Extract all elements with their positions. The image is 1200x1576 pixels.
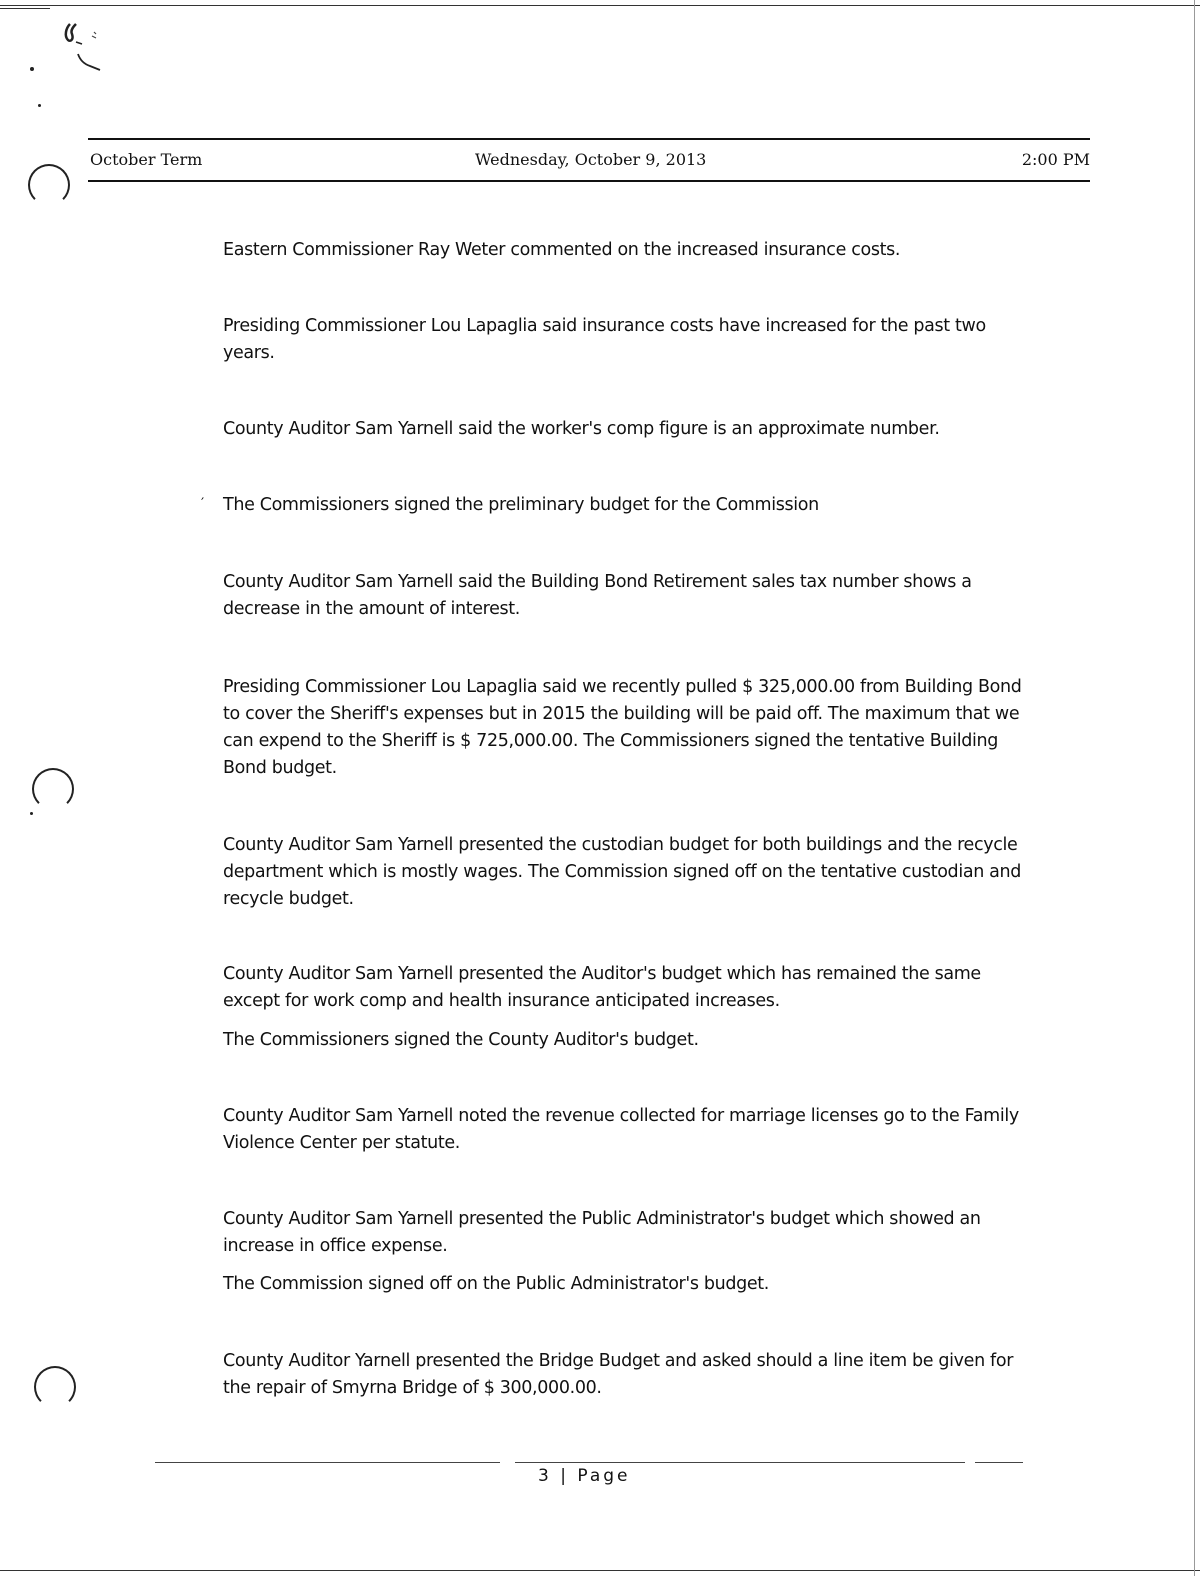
- header-time: 2:00 PM: [1021, 150, 1090, 169]
- header-term: October Term: [90, 150, 203, 169]
- scan-smudge-mark: [56, 14, 116, 84]
- paragraph: Eastern Commissioner Ray Weter commented on the increased insurance costs.: [223, 240, 901, 260]
- footer-rule: [975, 1462, 1023, 1463]
- punch-hole: [34, 1366, 76, 1408]
- paragraph: Presiding Commissioner Lou Lapaglia said insurance costs have increased for the past two years.: [223, 316, 986, 363]
- paragraph: County Auditor Sam Yarnell noted the revenue collected for marriage licenses go to the Family Violence Center per statute.: [223, 1106, 1019, 1153]
- paragraph: County Auditor Sam Yarnell said the Building Bond Retirement sales tax number shows a decrease in the amount of interest.: [223, 572, 972, 619]
- paragraph: County Auditor Sam Yarnell said the worker's comp figure is an approximate number.: [223, 419, 940, 439]
- paragraph: County Auditor Yarnell presented the Bridge Budget and asked should a line item be given for the repair of Smyrna Bridge of $ 300,000.00.: [223, 1351, 1014, 1398]
- paragraph: County Auditor Sam Yarnell presented the custodian budget for both buildings and the recycle department which is mostly wages. The Commission signed off on the tentative custodian and recycle budget.: [223, 835, 1022, 909]
- paragraph: The Commission signed off on the Public Administrator's budget.: [223, 1274, 769, 1294]
- footer-rule: [515, 1462, 965, 1463]
- page-number: 3 | Page: [538, 1466, 631, 1486]
- scan-edge-top: [0, 5, 1200, 6]
- header-date: Wednesday, October 9, 2013: [475, 150, 707, 169]
- footer-rule: [155, 1462, 500, 1463]
- paragraph: County Auditor Sam Yarnell presented the Public Administrator's budget which showed an increase in office expense.: [223, 1209, 981, 1256]
- bullet-tick-mark: ′: [201, 496, 205, 512]
- scan-edge-bottom: [0, 1570, 1200, 1571]
- paragraph: Presiding Commissioner Lou Lapaglia said we recently pulled $ 325,000.00 from Building Bond to cover the Sheriff's expenses but in 2015 the building will be paid off. The maximum that we can expend to the Sheriff is $ 725,000.00. The Commissioners signed the tentative Building Bond budget.: [223, 677, 1022, 778]
- paragraph: The Commissioners signed the preliminary budget for the Commission: [223, 495, 819, 515]
- paragraph: County Auditor Sam Yarnell presented the Auditor's budget which has remained the same except for work comp and health insurance anticipated increases.: [223, 964, 981, 1011]
- scan-dot: [38, 104, 41, 107]
- scan-dot: [30, 812, 33, 815]
- header-rule-top: [88, 138, 1090, 140]
- scan-edge-top-left: [0, 8, 50, 9]
- paragraph: The Commissioners signed the County Auditor's budget.: [223, 1030, 699, 1050]
- header-rule-bottom: [88, 180, 1090, 182]
- punch-hole: [32, 768, 74, 810]
- scan-edge-right: [1194, 0, 1195, 1576]
- scan-dot: [30, 67, 34, 71]
- punch-hole: [28, 164, 70, 206]
